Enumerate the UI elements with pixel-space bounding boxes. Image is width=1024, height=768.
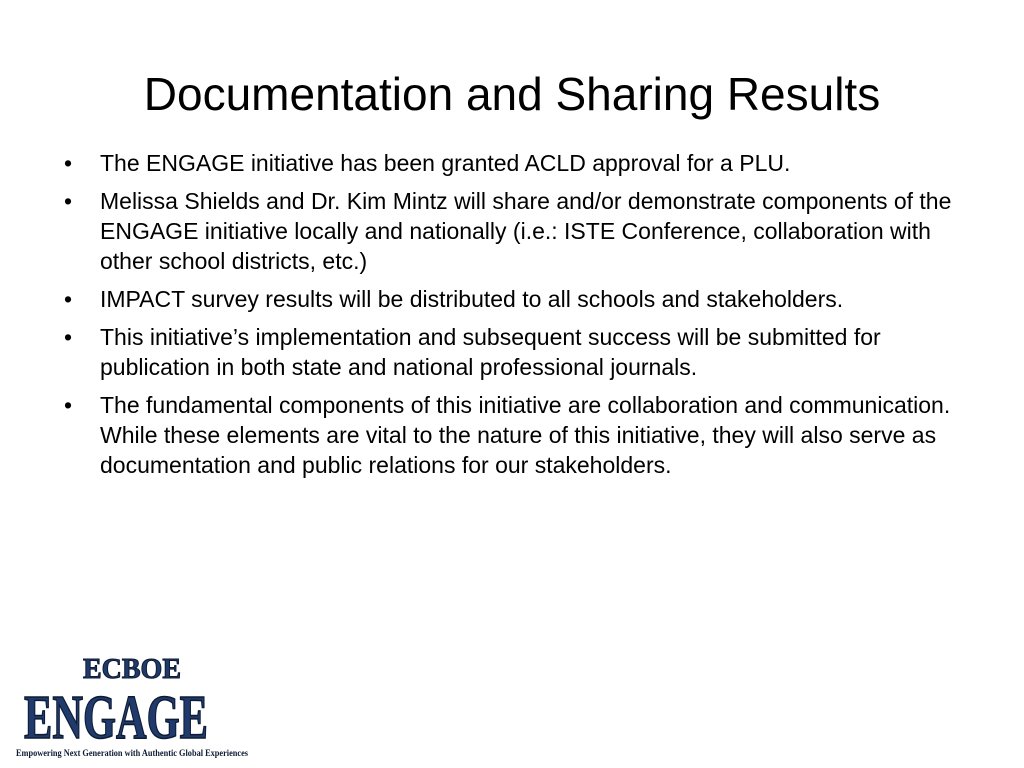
bullet-list bbox=[58, 148, 978, 488]
ecboe-engage-logo bbox=[14, 652, 250, 760]
bullet-item bbox=[58, 148, 978, 178]
logo-main-text: ENGAGE bbox=[24, 684, 208, 752]
bullet-item bbox=[58, 322, 978, 382]
bullet-item bbox=[58, 186, 978, 276]
bullet-text: This initiative’s implementation and subsequent success will be submitted for publication in both state and national professional journals. bbox=[100, 324, 881, 380]
bullet-icon: • bbox=[63, 324, 73, 350]
bullet-icon: • bbox=[63, 150, 73, 176]
bullet-text: The ENGAGE initiative has been granted ACLD approval for a PLU. bbox=[100, 150, 791, 176]
bullet-text: Melissa Shields and Dr. Kim Mintz will share and/or demonstrate components of the ENGAGE initiative locally and nationally (i.e.: ISTE Conference, collaboration with other school districts, etc.) bbox=[100, 188, 952, 274]
bullet-text: IMPACT survey results will be distributed to all schools and stakeholders. bbox=[100, 286, 844, 312]
bullet-item bbox=[58, 284, 978, 314]
logo-top-text: ECBOE bbox=[82, 654, 182, 685]
slide-title: Documentation and Sharing Results bbox=[143, 68, 881, 120]
bullet-icon: • bbox=[63, 188, 73, 214]
bullet-item bbox=[58, 390, 978, 480]
bullet-text: The fundamental components of this initiative are collaboration and communication. While these elements are vital to the nature of this initiative, they will also serve as documentation and public relations for our stakeholders. bbox=[100, 392, 951, 478]
bullet-icon: • bbox=[63, 286, 73, 312]
bullet-icon: • bbox=[63, 392, 73, 418]
logo-tagline-text: Empowering Next Generation with Authentic Global Experiences bbox=[16, 748, 249, 758]
